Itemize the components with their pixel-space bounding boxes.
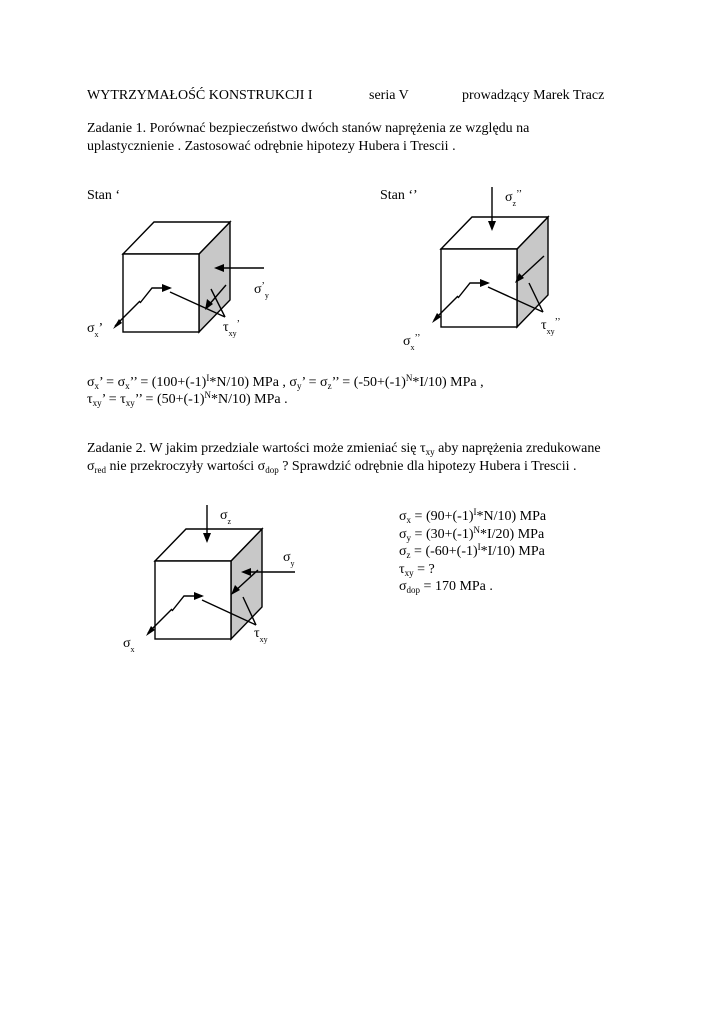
fig1-sigma-x-label: $\sigma_x$’ <box>87 321 104 339</box>
fig1-sigma-y-label: $\sigma^’_y$ <box>254 281 269 300</box>
state1-label: Stan ‘ <box>87 188 121 203</box>
given-row: $\sigma_x = (90+(-1)^I*N/10)$ MPa <box>399 507 547 525</box>
cube1-front-face <box>123 254 199 332</box>
fig3-sigma-y-label: $\sigma_y$ <box>283 550 295 568</box>
task1-equation-2: $\tau_{xy}$’ = $\tau_{xy}$’’ = $(50+(-1)^N*N/10)$ MPa . <box>87 390 288 408</box>
fig2-sigma-z-label: $\sigma_z^{’’}$ <box>505 189 523 208</box>
instructor-label: prowadzący Marek Tracz <box>462 88 605 103</box>
fig2-sigma-x-label: $\sigma_x^{’’}$ <box>403 333 421 352</box>
fig1-tau-xy-label: $\tau_{xy}^’$ <box>223 319 240 338</box>
given-row: $\sigma_y = (30+(-1)^N*I/20)$ MPa <box>399 524 545 543</box>
task2-line2: $\sigma_{red}$ nie przekroczyły wartości $\sigma_{dop}$ ? Sprawdzić odrębnie dla hipotezy Hubera i Trescii . <box>87 459 577 475</box>
given-row: $\tau_{xy}$ = ? <box>399 561 435 578</box>
course-title: WYTRZYMAŁOŚĆ KONSTRUKCJI I <box>87 88 313 103</box>
fig3-sigma-z-label: $\sigma_z$ <box>220 508 232 526</box>
task1-line1: Zadanie 1. Porównać bezpieczeństwo dwóch stanów naprężenia ze względu na <box>87 121 530 136</box>
state2-label: Stan ‘’ <box>380 188 418 203</box>
task1-equation-1: $\sigma_x$’ = $\sigma_x$’’ = $(100+(-1)^I*N/10)$ MPa , $\sigma_y$’ = $\sigma_z$’’ = $(-50+(-1)^N*I/10)$ MPa , <box>87 373 484 391</box>
fig2-tau-xy-label: $\tau_{xy}^{’’}$ <box>541 317 561 336</box>
fig3-tau-xy-label: $\tau_{xy}$ <box>254 626 268 644</box>
cube3-front-face <box>155 561 231 639</box>
cube2-front-face <box>441 249 517 327</box>
task1-line2: uplastycznienie . Zastosować odrębnie hipotezy Hubera i Trescii . <box>87 139 456 154</box>
given-row: $\sigma_{dop} = 170$ MPa . <box>399 579 493 595</box>
task2-line1: Zadanie 2. W jakim przedziale wartości może zmieniać się $\tau_{xy}$ aby naprężenia zredukowane <box>87 441 601 457</box>
given-row: $\sigma_z = (-60+(-1)^I*I/10)$ MPa <box>399 542 545 560</box>
fig3-sigma-x-label: $\sigma_x$ <box>123 636 135 654</box>
series-label: seria V <box>369 88 409 103</box>
